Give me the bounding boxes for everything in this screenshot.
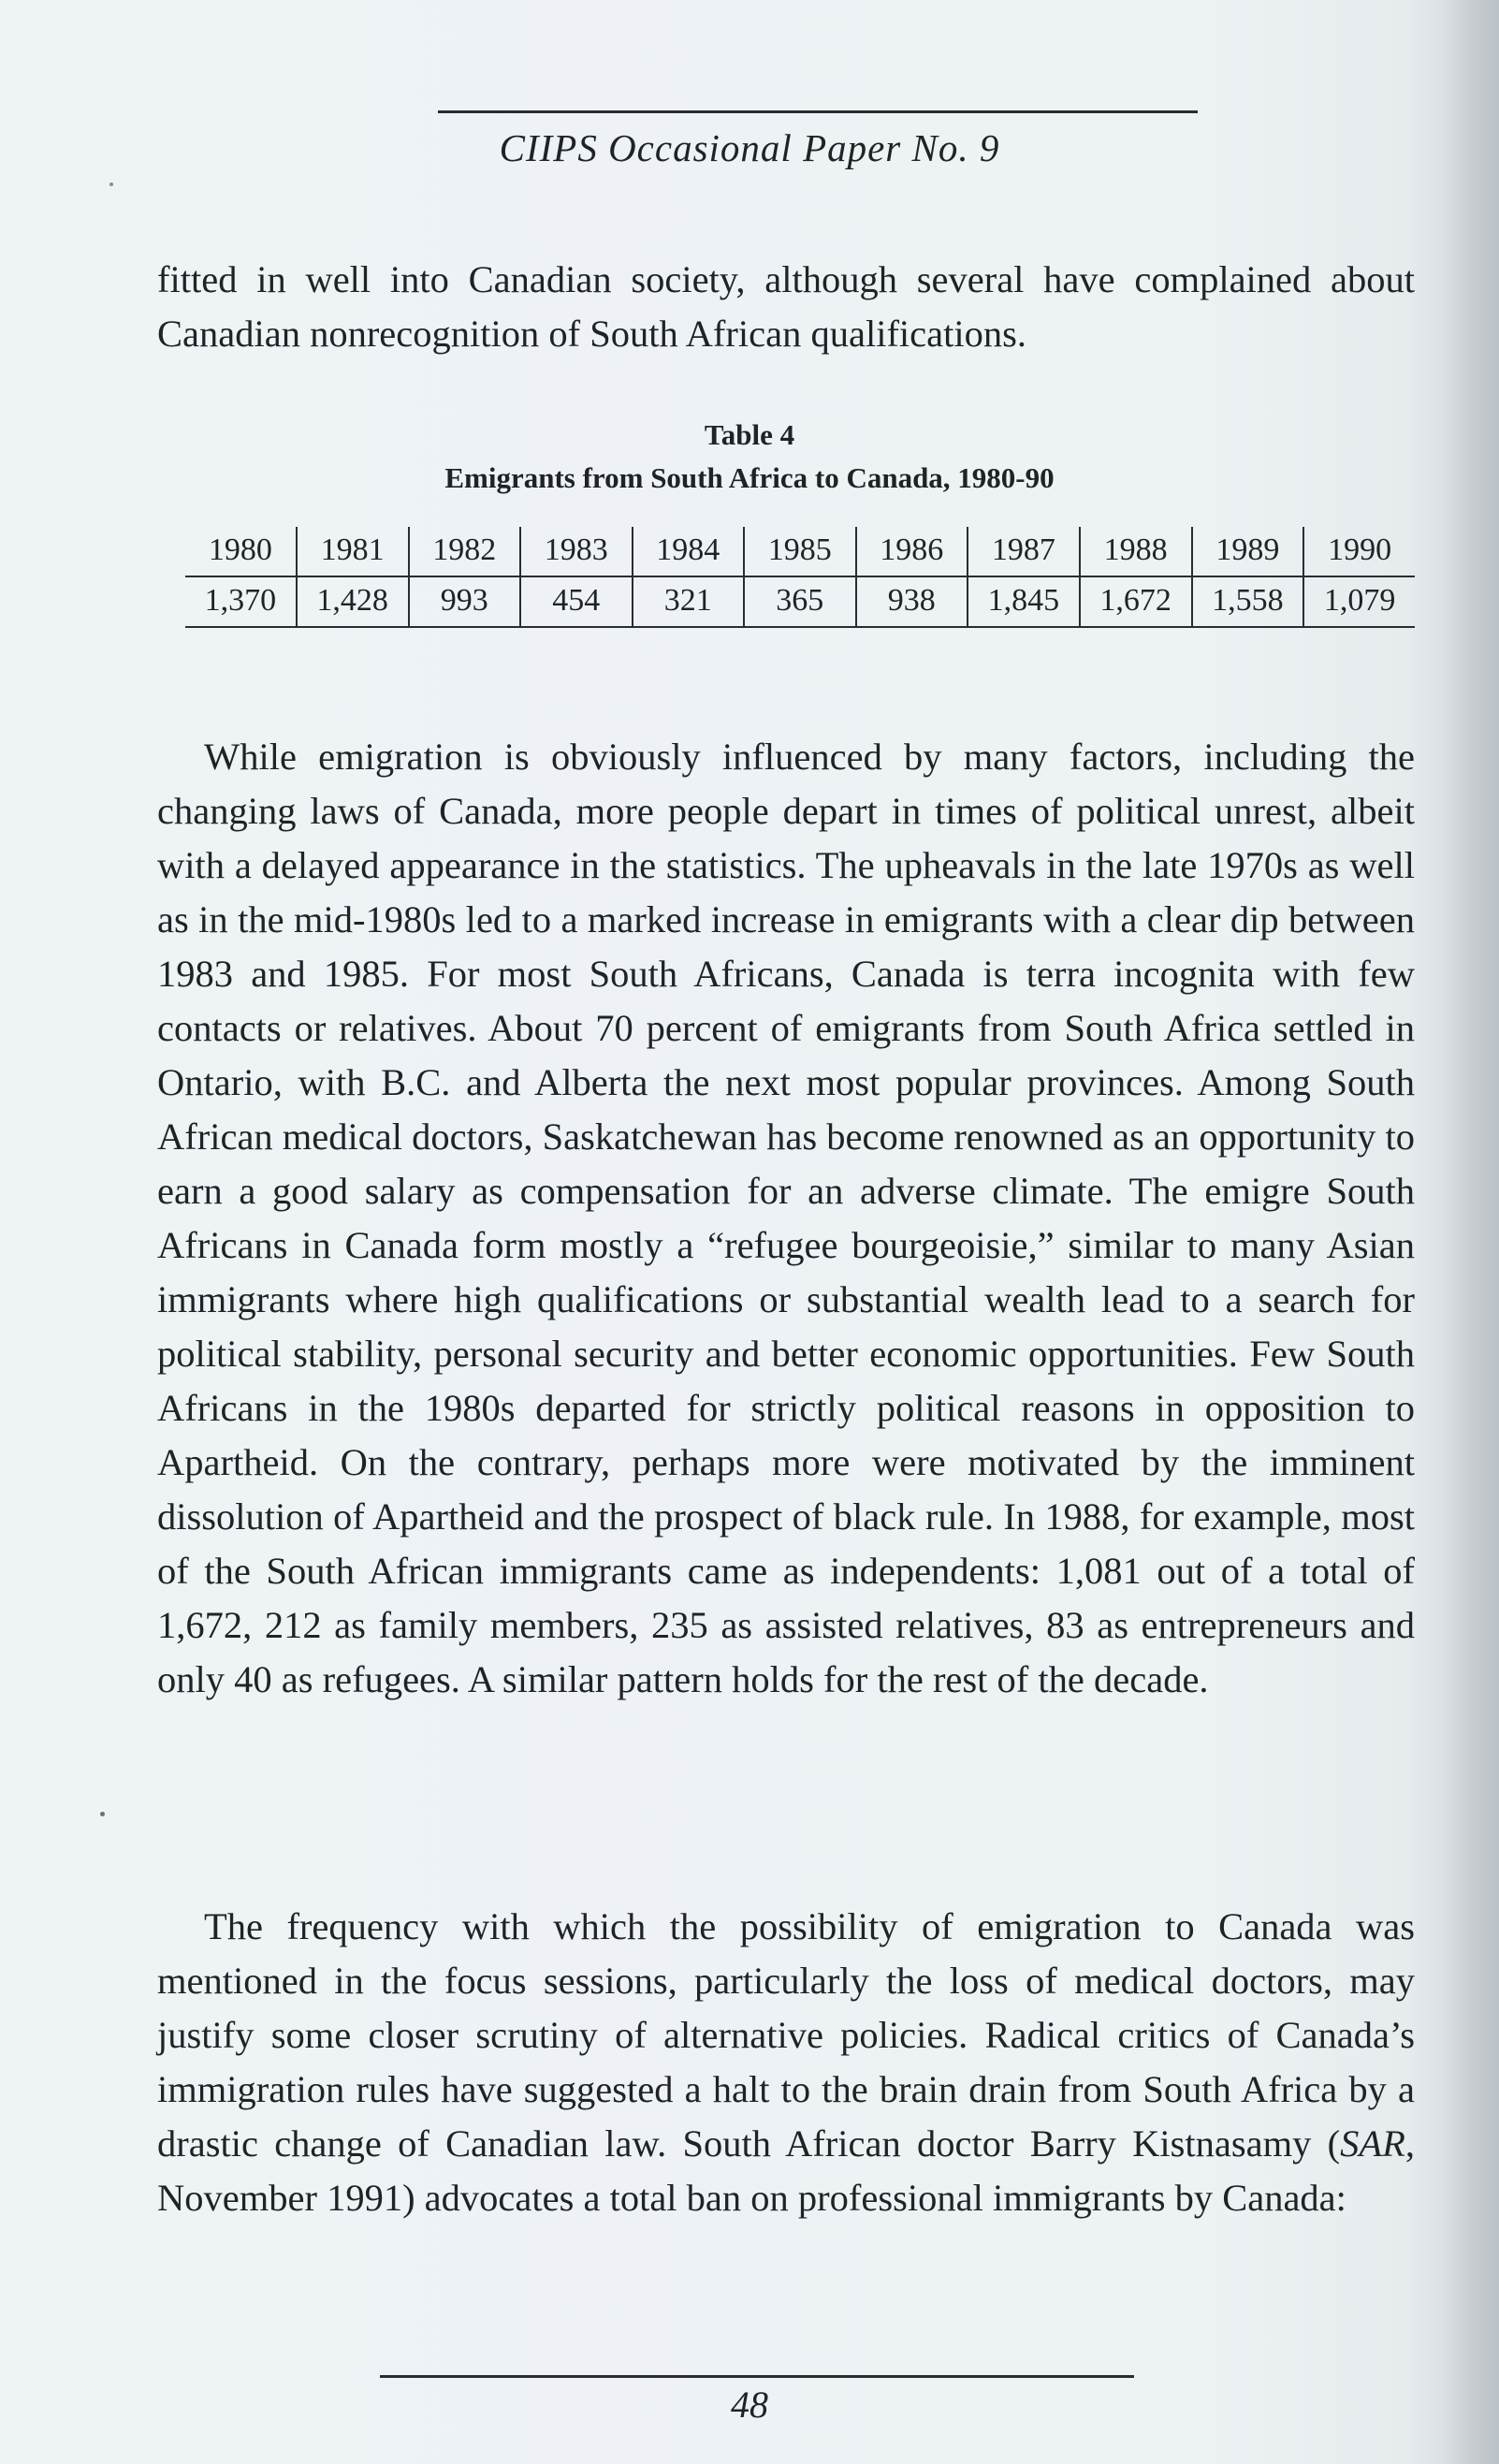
footer-rule xyxy=(380,2375,1134,2378)
count-cell: 1,845 xyxy=(968,576,1080,627)
year-cell: 1983 xyxy=(520,527,633,576)
table-title: Emigrants from South Africa to Canada, 1980-90 xyxy=(444,461,1055,494)
paragraph-emigration-factors: While emigration is obviously influenced by many factors, including the changing laws of Canada, more people depart in times of political unrest, albeit with a delayed appearance in the statistics. The upheavals in the late 1970s as well as in the mid-1980s led to a marked increase in emigrants with a clear dip between 1983 and 1985. For most South Africans, Canada is terra incognita with few contacts or relatives. About 70 percent of emigrants from South Africa settled in Ontario, with B.C. and Alberta the next most popular provinces. Among South African medical doctors, Saskatchewan has become renowned as an opportunity to earn a good salary as compensation for an adverse climate. The emigre South Africans in Canada form mostly a “refugee bourgeoisie,” similar to many Asian immigrants where high qualifications or substantial wealth lead to a search for political stability, personal security and better economic opportunities. Few South Africans in the 1980s departed for strictly political reasons in opposition to Apartheid. On the contrary, perhaps more were motivated by the imminent dissolution of Apartheid and the prospect of black rule. In 1988, for example, most of the South African immigrants came as independents: 1,081 out of a total of 1,672, 212 as family members, 235 as assisted relatives, 83 as entrepreneurs and only 40 as refugees. A similar pattern holds for the rest of the decade. xyxy=(157,736,1415,1700)
margin-speck xyxy=(109,182,113,186)
header-rule xyxy=(438,110,1198,113)
count-cell: 454 xyxy=(520,576,633,627)
count-cell: 1,079 xyxy=(1303,576,1415,627)
paragraph-emigration-policy xyxy=(157,1900,1415,2225)
emigrants-table xyxy=(185,527,1415,628)
count-cell: 1,672 xyxy=(1080,576,1192,627)
margin-speck xyxy=(100,1812,105,1816)
year-cell: 1986 xyxy=(856,527,968,576)
year-cell: 1985 xyxy=(744,527,856,576)
year-cell: 1988 xyxy=(1080,527,1192,576)
year-cell: 1984 xyxy=(633,527,745,576)
paragraph-text: , November 1991) advocates a total ban on professional immigrants by Canada: xyxy=(157,2122,1415,2219)
page-number: 48 xyxy=(731,2384,768,2426)
paragraph-text: The frequency with which the possibility of emigration to Canada was mentioned in the focus sessions, particularly the loss of medical doctors, may justify some closer scrutiny of alternative policies. Radical critics of Canada’s immigration rules have suggested a halt to the brain drain from South Africa by a drastic change of Canadian law. South African doctor Barry Kistnasamy ( xyxy=(157,1905,1415,2165)
table-caption xyxy=(0,414,1499,500)
count-cell: 1,428 xyxy=(297,576,409,627)
year-cell: 1980 xyxy=(185,527,297,576)
year-cell: 1982 xyxy=(409,527,521,576)
count-cell: 321 xyxy=(633,576,745,627)
table-row-years xyxy=(185,527,1415,576)
count-cell: 993 xyxy=(409,576,521,627)
count-cell: 1,370 xyxy=(185,576,297,627)
table-row-counts xyxy=(185,576,1415,627)
count-cell: 1,558 xyxy=(1192,576,1304,627)
table-label: Table 4 xyxy=(704,418,795,451)
year-cell: 1981 xyxy=(297,527,409,576)
year-cell: 1990 xyxy=(1303,527,1415,576)
year-cell: 1989 xyxy=(1192,527,1304,576)
count-cell: 365 xyxy=(744,576,856,627)
running-header: CIIPS Occasional Paper No. 9 xyxy=(499,126,1000,169)
count-cell: 938 xyxy=(856,576,968,627)
page-edge-shadow xyxy=(1443,0,1499,2464)
paragraph-continuation: fitted in well into Canadian society, although several have complained about Canadian nonrecognition of South African qualifications. xyxy=(157,258,1415,355)
journal-abbreviation: SAR xyxy=(1340,2122,1405,2165)
year-cell: 1987 xyxy=(968,527,1080,576)
